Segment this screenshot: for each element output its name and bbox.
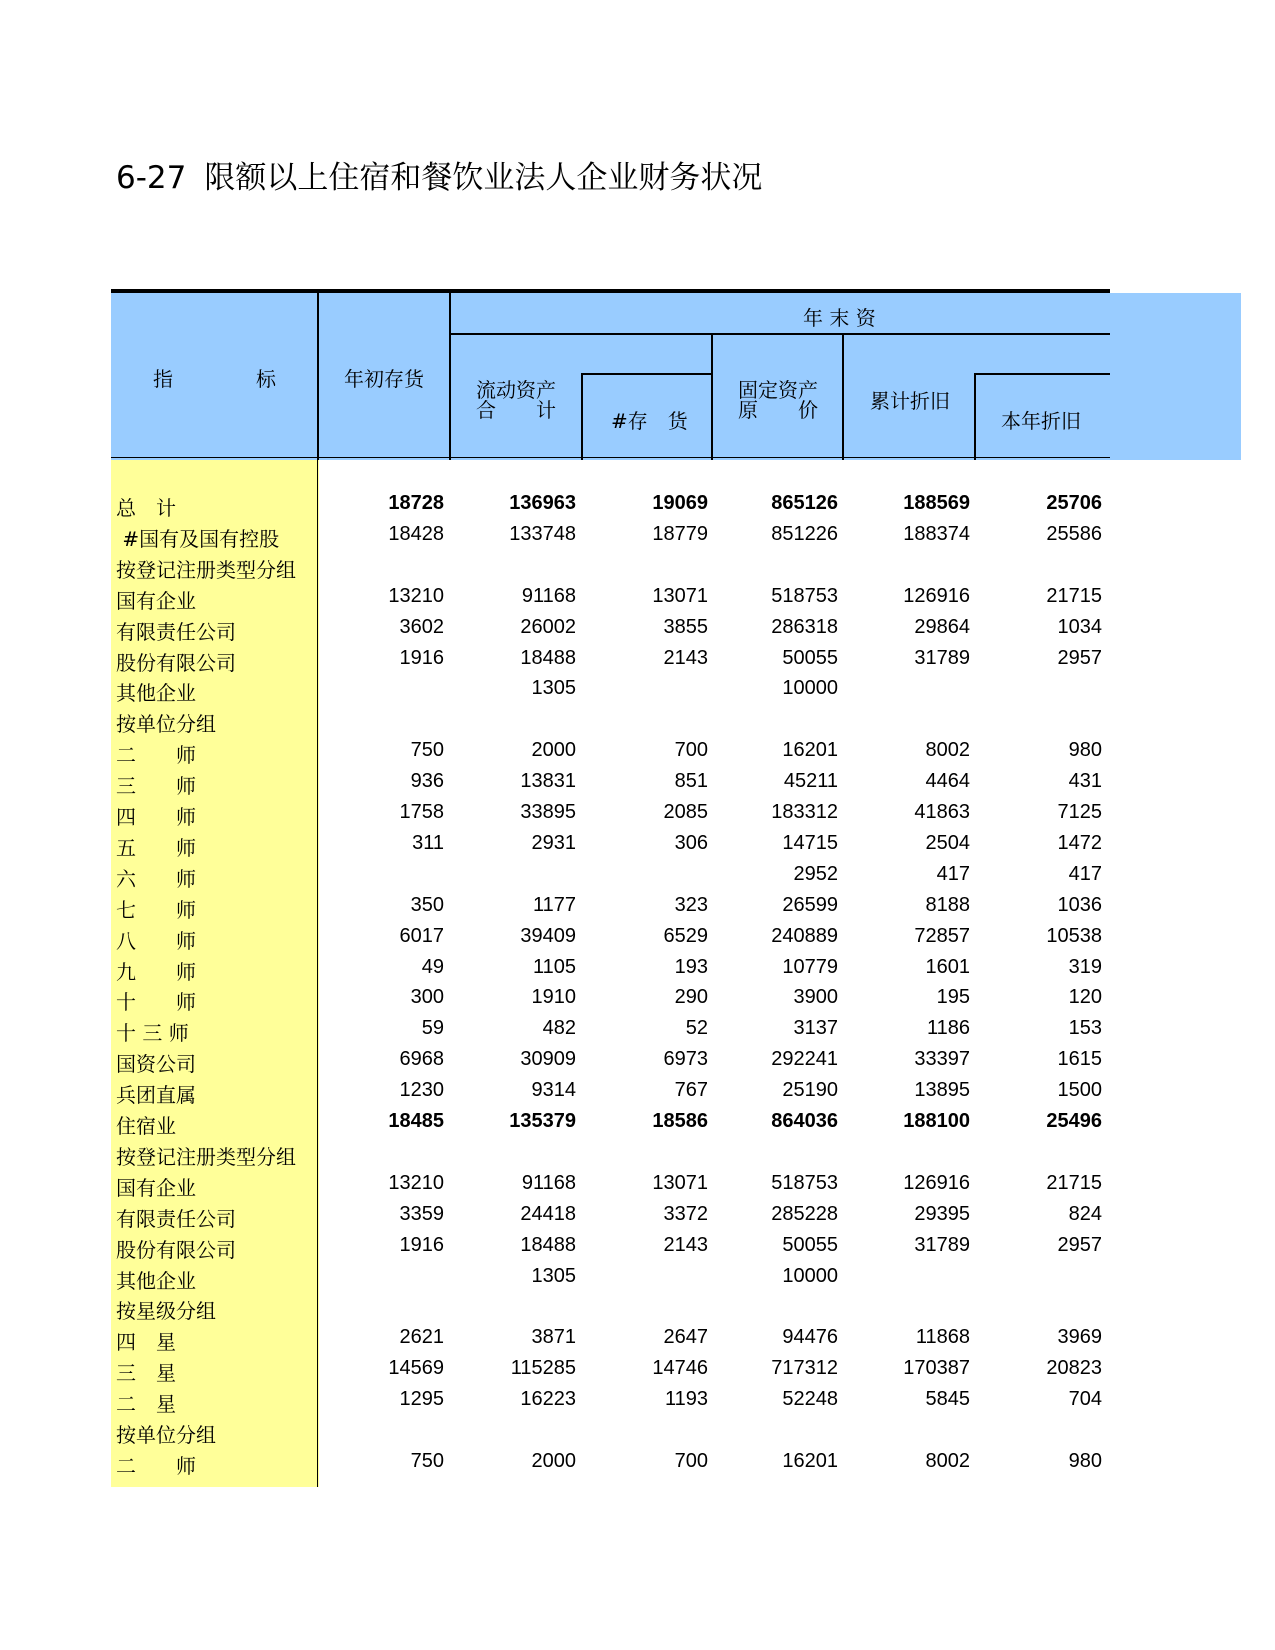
row-value: 311 bbox=[412, 831, 444, 854]
table-row bbox=[111, 1137, 1111, 1168]
row-value: 135379 bbox=[509, 1110, 576, 1132]
header-divider bbox=[317, 293, 319, 460]
table-row bbox=[111, 828, 1111, 859]
row-value: 13895 bbox=[914, 1079, 970, 1102]
row-label: 六 师 bbox=[116, 866, 196, 891]
row-value: 704 bbox=[1068, 1388, 1102, 1411]
row-value: 1601 bbox=[925, 955, 970, 978]
row-value: 136963 bbox=[509, 492, 576, 514]
row-value: 1105 bbox=[532, 955, 576, 978]
table-row bbox=[111, 1384, 1111, 1415]
row-value: 13831 bbox=[520, 770, 576, 793]
row-value: 50055 bbox=[782, 1233, 838, 1256]
header-divider bbox=[711, 333, 713, 460]
row-value: 133748 bbox=[509, 522, 576, 545]
row-value: 14569 bbox=[388, 1357, 444, 1380]
table-row bbox=[111, 1013, 1111, 1044]
row-value: 21715 bbox=[1046, 1171, 1102, 1194]
table-row bbox=[111, 1291, 1111, 1322]
row-value: 518753 bbox=[771, 584, 838, 607]
row-value: 1305 bbox=[531, 1264, 576, 1287]
row-value: 195 bbox=[936, 986, 970, 1009]
row-value: 18485 bbox=[388, 1110, 444, 1132]
row-value: 29395 bbox=[914, 1202, 970, 1225]
table-row bbox=[111, 1230, 1111, 1261]
row-value: 417 bbox=[936, 862, 970, 885]
row-value: 9314 bbox=[531, 1079, 576, 1102]
row-label: 按登记注册类型分组 bbox=[116, 557, 296, 582]
table-row bbox=[111, 488, 1111, 519]
row-value: 31789 bbox=[914, 1233, 970, 1256]
table-row bbox=[111, 890, 1111, 921]
row-value: 50055 bbox=[782, 646, 838, 669]
row-label: 其他企业 bbox=[116, 1268, 196, 1293]
row-value: 33397 bbox=[914, 1048, 970, 1071]
row-label: 股份有限公司 bbox=[116, 1237, 236, 1262]
header-fixed-assets-original: 原 价 bbox=[738, 398, 818, 422]
row-value: 1193 bbox=[664, 1388, 708, 1411]
table-row bbox=[111, 704, 1111, 735]
row-label: 兵团直属 bbox=[116, 1083, 196, 1108]
row-value: 31789 bbox=[914, 646, 970, 669]
row-value: 170387 bbox=[903, 1357, 970, 1380]
row-value: 700 bbox=[674, 1449, 708, 1472]
row-value: 72857 bbox=[914, 924, 970, 947]
row-value: 717312 bbox=[771, 1357, 838, 1380]
row-label: 三 星 bbox=[116, 1361, 176, 1386]
row-value: 52248 bbox=[782, 1388, 838, 1411]
row-value: 13071 bbox=[652, 1171, 708, 1194]
row-value: 49 bbox=[421, 955, 444, 978]
table-row bbox=[111, 952, 1111, 983]
row-label: 总 计 bbox=[116, 496, 176, 520]
row-value: 1500 bbox=[1057, 1079, 1102, 1102]
row-value: 52 bbox=[685, 1017, 708, 1040]
row-label: 按单位分组 bbox=[116, 1423, 216, 1447]
row-value: 6529 bbox=[663, 924, 708, 947]
row-label: 十 三 师 bbox=[116, 1021, 189, 1046]
table-row bbox=[111, 643, 1111, 674]
row-value: 16223 bbox=[520, 1388, 576, 1411]
row-label: 九 师 bbox=[116, 959, 196, 984]
row-value: 8188 bbox=[925, 893, 970, 916]
table-row bbox=[111, 1106, 1111, 1137]
header-begin-inventory: 年初存货 bbox=[344, 367, 424, 391]
header-year-end-assets: 年 末 资 bbox=[803, 306, 876, 330]
header-current-assets-total: 合 计 bbox=[476, 398, 556, 422]
table-row bbox=[111, 1044, 1111, 1075]
row-value: 518753 bbox=[771, 1171, 838, 1194]
row-value: 18779 bbox=[652, 522, 708, 545]
header-indicator-left: 指 bbox=[153, 367, 173, 391]
row-value: 306 bbox=[674, 831, 708, 854]
header-indicator-right: 标 bbox=[256, 367, 276, 391]
row-value: 115285 bbox=[510, 1357, 576, 1380]
table-row bbox=[111, 550, 1111, 581]
row-value: 18586 bbox=[652, 1110, 708, 1132]
row-value: 851226 bbox=[771, 522, 838, 545]
top-rule bbox=[111, 289, 1110, 293]
row-label: 二 星 bbox=[116, 1392, 176, 1417]
row-value: 14746 bbox=[652, 1357, 708, 1380]
row-value: 2000 bbox=[531, 739, 576, 762]
header-divider bbox=[842, 333, 844, 460]
table-row bbox=[111, 1415, 1111, 1446]
row-label: 七 师 bbox=[116, 897, 196, 922]
row-value: 10000 bbox=[782, 1264, 838, 1287]
row-label: 四 师 bbox=[116, 805, 196, 829]
header-divider bbox=[974, 373, 1110, 375]
row-value: 10538 bbox=[1046, 924, 1102, 947]
row-value: 33895 bbox=[520, 801, 576, 823]
row-value: 24418 bbox=[520, 1202, 576, 1225]
row-value: 126916 bbox=[903, 1171, 970, 1194]
table-row bbox=[111, 921, 1111, 952]
row-value: 286318 bbox=[771, 615, 838, 638]
row-value: 482 bbox=[542, 1017, 576, 1040]
table-row bbox=[111, 612, 1111, 643]
row-value: 851 bbox=[674, 770, 708, 793]
header-fixed-assets: 固定资产 bbox=[738, 378, 818, 402]
row-value: 26599 bbox=[782, 893, 838, 916]
row-label: 按单位分组 bbox=[116, 712, 216, 737]
row-value: 1615 bbox=[1057, 1048, 1102, 1071]
row-label: 其他企业 bbox=[116, 681, 196, 706]
header-divider bbox=[581, 373, 583, 460]
row-value: 417 bbox=[1068, 862, 1102, 885]
row-value: 6973 bbox=[663, 1048, 708, 1071]
row-value: 21715 bbox=[1046, 584, 1102, 607]
row-value: 10000 bbox=[782, 677, 838, 700]
table-row bbox=[111, 1075, 1111, 1106]
table-title: 限额以上住宿和餐饮业法人企业财务状况 bbox=[204, 160, 763, 196]
row-label: 有限责任公司 bbox=[116, 619, 236, 644]
page-title bbox=[116, 152, 762, 197]
row-value: 980 bbox=[1068, 1449, 1102, 1472]
row-value: 26002 bbox=[520, 615, 576, 638]
table-row bbox=[111, 519, 1111, 550]
row-value: 25706 bbox=[1046, 492, 1102, 514]
row-label: 八 师 bbox=[116, 928, 196, 953]
row-value: 292241 bbox=[771, 1048, 838, 1071]
row-value: 2143 bbox=[663, 1233, 708, 1256]
row-label: 十 师 bbox=[116, 990, 196, 1015]
row-label: 国资公司 bbox=[116, 1052, 196, 1077]
row-value: 29864 bbox=[914, 615, 970, 638]
row-value: 3359 bbox=[399, 1202, 444, 1225]
table-row bbox=[111, 581, 1111, 612]
header-accum-depreciation: 累计折旧 bbox=[870, 389, 950, 413]
header-current-assets: 流动资产 bbox=[476, 378, 556, 402]
table-row bbox=[111, 797, 1111, 828]
table-row bbox=[111, 1446, 1111, 1477]
row-label: 四 星 bbox=[116, 1330, 176, 1355]
table-row bbox=[111, 735, 1111, 766]
row-value: 6017 bbox=[399, 924, 444, 947]
row-value: 750 bbox=[410, 739, 444, 762]
row-value: 3871 bbox=[531, 1326, 576, 1349]
row-value: 16201 bbox=[782, 739, 838, 762]
row-value: 183312 bbox=[771, 801, 838, 823]
row-value: 14715 bbox=[782, 831, 838, 854]
row-value: 750 bbox=[410, 1449, 444, 1472]
row-label: 国有企业 bbox=[116, 588, 196, 613]
row-value: 3855 bbox=[663, 615, 708, 638]
row-value: 10779 bbox=[782, 955, 838, 978]
row-label: #国有及国有控股 bbox=[116, 526, 280, 551]
row-value: 2952 bbox=[793, 862, 838, 885]
header-divider bbox=[111, 457, 1110, 458]
row-value: 1036 bbox=[1057, 893, 1102, 916]
table-row bbox=[111, 982, 1111, 1013]
row-value: 4464 bbox=[925, 770, 970, 793]
row-value: 2957 bbox=[1057, 646, 1102, 669]
row-value: 2085 bbox=[663, 801, 708, 823]
header-year-depreciation: 本年折旧 bbox=[1001, 409, 1081, 433]
row-value: 3137 bbox=[793, 1017, 838, 1040]
row-value: 936 bbox=[410, 770, 444, 793]
header-divider bbox=[449, 333, 1110, 335]
row-value: 1916 bbox=[399, 1233, 444, 1256]
row-value: 319 bbox=[1068, 955, 1102, 978]
row-value: 18488 bbox=[520, 646, 576, 669]
row-value: 700 bbox=[674, 739, 708, 762]
row-value: 2647 bbox=[663, 1326, 708, 1349]
row-value: 13071 bbox=[652, 584, 708, 607]
row-value: 1230 bbox=[399, 1079, 444, 1102]
row-value: 1472 bbox=[1057, 831, 1102, 854]
table-row bbox=[111, 766, 1111, 797]
row-value: 126916 bbox=[903, 584, 970, 607]
row-value: 91168 bbox=[521, 584, 576, 607]
row-value: 864036 bbox=[771, 1110, 838, 1132]
table-number: 6-27 bbox=[116, 160, 187, 196]
row-value: 59 bbox=[421, 1017, 444, 1040]
header-background bbox=[111, 293, 1241, 460]
row-label: 二 师 bbox=[116, 743, 196, 768]
table-row bbox=[111, 1168, 1111, 1199]
row-label: 股份有限公司 bbox=[116, 650, 236, 675]
row-value: 1910 bbox=[531, 986, 576, 1009]
row-label: 有限责任公司 bbox=[116, 1206, 236, 1231]
row-label: 五 师 bbox=[116, 835, 196, 860]
header-inventory: #存 货 bbox=[611, 409, 688, 433]
row-value: 1758 bbox=[399, 801, 444, 823]
row-value: 25496 bbox=[1046, 1110, 1102, 1132]
table-row bbox=[111, 859, 1111, 890]
row-value: 431 bbox=[1068, 770, 1102, 793]
row-value: 45211 bbox=[783, 770, 838, 793]
row-value: 7125 bbox=[1057, 801, 1102, 823]
row-label: 二 师 bbox=[116, 1453, 196, 1478]
row-value: 1305 bbox=[531, 677, 576, 700]
row-value: 153 bbox=[1068, 1017, 1102, 1040]
row-value: 18488 bbox=[520, 1233, 576, 1256]
row-label: 按星级分组 bbox=[116, 1299, 216, 1324]
row-value: 323 bbox=[674, 893, 708, 916]
row-value: 3372 bbox=[663, 1202, 708, 1225]
row-value: 11868 bbox=[915, 1326, 970, 1349]
row-value: 285228 bbox=[771, 1202, 838, 1225]
row-label: 按登记注册类型分组 bbox=[116, 1144, 296, 1169]
row-value: 2000 bbox=[531, 1449, 576, 1472]
row-value: 1034 bbox=[1057, 615, 1102, 638]
row-value: 6968 bbox=[399, 1048, 444, 1071]
row-value: 94476 bbox=[782, 1326, 838, 1349]
row-value: 1916 bbox=[399, 646, 444, 669]
row-value: 19069 bbox=[652, 492, 708, 514]
row-value: 2957 bbox=[1057, 1233, 1102, 1256]
row-value: 290 bbox=[674, 986, 708, 1009]
row-value: 193 bbox=[674, 955, 708, 978]
row-value: 300 bbox=[410, 986, 444, 1009]
row-value: 18428 bbox=[388, 522, 444, 545]
row-value: 25190 bbox=[782, 1079, 838, 1102]
row-value: 188100 bbox=[903, 1110, 970, 1132]
row-label: 住宿业 bbox=[116, 1114, 176, 1138]
table-row bbox=[111, 1261, 1111, 1292]
row-value: 240889 bbox=[771, 924, 838, 947]
row-value: 1186 bbox=[926, 1017, 970, 1040]
row-value: 350 bbox=[410, 893, 444, 916]
row-value: 18728 bbox=[388, 492, 444, 514]
header-divider bbox=[581, 373, 712, 375]
row-value: 767 bbox=[674, 1079, 708, 1102]
row-value: 824 bbox=[1068, 1202, 1102, 1225]
row-value: 1295 bbox=[399, 1388, 444, 1411]
row-value: 16201 bbox=[782, 1449, 838, 1472]
row-value: 91168 bbox=[521, 1171, 576, 1194]
row-value: 8002 bbox=[925, 1449, 970, 1472]
row-value: 13210 bbox=[388, 584, 444, 607]
row-value: 3602 bbox=[399, 615, 444, 638]
row-value: 188374 bbox=[903, 522, 970, 545]
row-value: 3900 bbox=[793, 986, 838, 1009]
row-value: 865126 bbox=[771, 492, 838, 514]
row-value: 3969 bbox=[1057, 1326, 1102, 1349]
row-label: 国有企业 bbox=[116, 1175, 196, 1200]
row-value: 30909 bbox=[520, 1048, 576, 1071]
row-value: 2504 bbox=[925, 831, 970, 854]
row-value: 188569 bbox=[903, 492, 970, 514]
header-divider bbox=[449, 293, 451, 460]
row-value: 25586 bbox=[1046, 522, 1102, 545]
row-value: 2621 bbox=[399, 1326, 444, 1349]
row-value: 5845 bbox=[925, 1388, 970, 1411]
row-value: 20823 bbox=[1046, 1357, 1102, 1380]
table-row bbox=[111, 1199, 1111, 1230]
row-value: 120 bbox=[1068, 986, 1102, 1009]
row-value: 2143 bbox=[663, 646, 708, 669]
row-label: 三 师 bbox=[116, 774, 196, 799]
row-value: 13210 bbox=[388, 1171, 444, 1194]
row-value: 1177 bbox=[532, 893, 576, 916]
row-value: 8002 bbox=[925, 739, 970, 762]
row-value: 980 bbox=[1068, 739, 1102, 762]
row-value: 41863 bbox=[914, 801, 970, 823]
header-divider bbox=[974, 373, 976, 460]
row-value: 39409 bbox=[520, 924, 576, 947]
table-row bbox=[111, 1322, 1111, 1353]
row-value: 2931 bbox=[531, 831, 576, 854]
table-row bbox=[111, 1353, 1111, 1384]
table-row bbox=[111, 673, 1111, 704]
